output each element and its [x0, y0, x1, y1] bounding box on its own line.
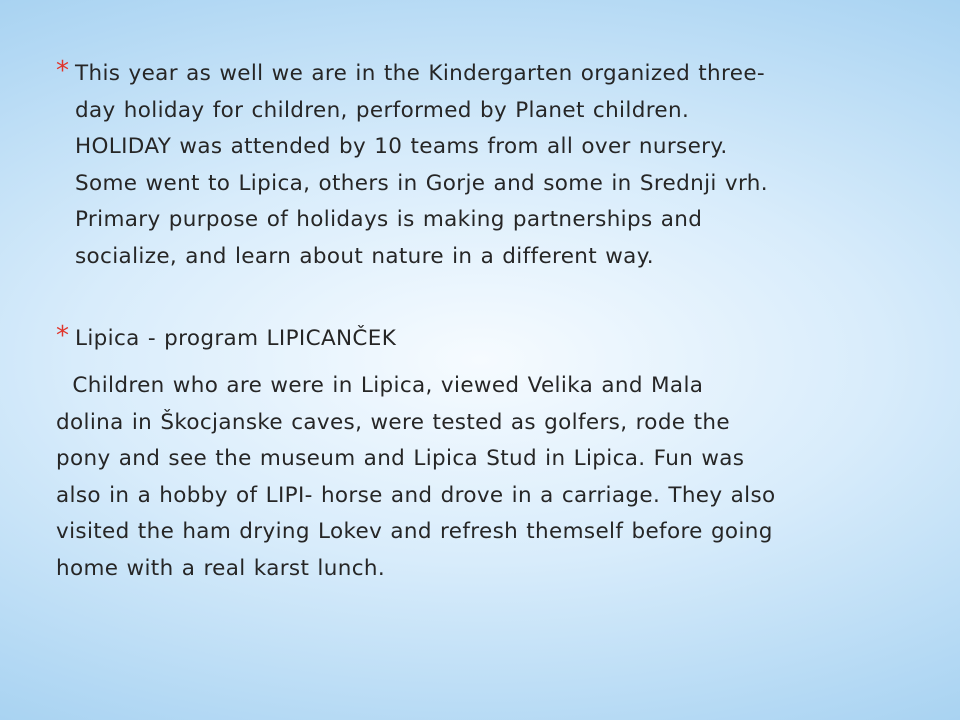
- bullet-heading-2: [56, 321, 936, 358]
- paragraph-2: [56, 368, 936, 587]
- paragraph-2-line: dolina in Škocjanske caves, were tested as golfers, rode the: [56, 409, 730, 435]
- paragraph-2-text: [56, 368, 936, 587]
- paragraph-1-line: HOLIDAY was attended by 10 teams from all over nursery.: [75, 134, 728, 159]
- bullet-asterisk-icon: *: [56, 321, 69, 351]
- paragraph-2-line: home with a real karst lunch.: [56, 555, 386, 581]
- paragraph-2-line: Children who are were in Lipica, viewed Velika and Mala: [56, 373, 704, 398]
- paragraph-1-line: day holiday for children, performed by Planet children.: [75, 97, 690, 123]
- paragraph-2-line: pony and see the museum and Lipica Stud in Lipica. Fun was: [56, 446, 745, 471]
- paragraph-1-line: Some went to Lipica, others in Gorje and some in Srednji vrh.: [75, 170, 768, 196]
- bullet-asterisk-icon: *: [56, 56, 69, 86]
- paragraph-1-line: Primary purpose of holidays is making partnerships and: [75, 207, 703, 232]
- bullet-paragraph-1: [56, 56, 936, 275]
- section-heading: Lipica - program LIPICANČEK: [75, 326, 397, 351]
- paragraph-2-line: also in a hobby of LIPI- horse and drove in a carriage. They also: [56, 482, 776, 508]
- paragraph-1-text: [56, 56, 936, 275]
- paragraph-1-line: This year as well we are in the Kindergarten organized three-: [75, 61, 766, 86]
- paragraph-1-line: socialize, and learn about nature in a different way.: [75, 243, 654, 269]
- paragraph-2-line: visited the ham drying Lokev and refresh themself before going: [56, 519, 773, 544]
